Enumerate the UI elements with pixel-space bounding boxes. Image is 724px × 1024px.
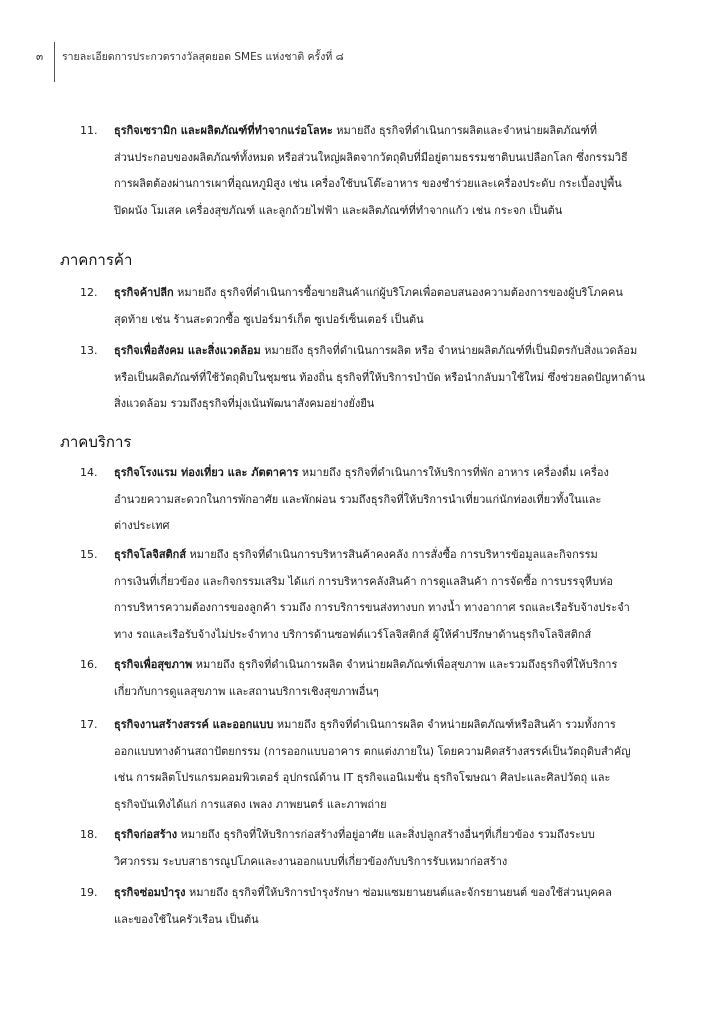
- item-text: หมายถึง ธุรกิจที่ให้บริการบำรุงรักษา ซ่อมแซมยานยนต์และจักรยานยนต์ ของใช้ส่วนบุคคล: [185, 886, 612, 899]
- item-text: สุดท้าย เช่น ร้านสะดวกซื้อ ซูเปอร์มาร์เก็ต ซูเปอร์เซ็นเตอร์ เป็นต้น: [114, 312, 424, 326]
- item-text: วิศวกรรม ระบบสาธารณูปโภคและงานออกแบบที่เกี่ยวข้องกับบริการรับเหมาก่อสร้าง: [114, 854, 508, 868]
- list-item-16: [80, 652, 680, 705]
- list-item-14: [80, 460, 680, 540]
- item-number: 19.: [80, 886, 98, 899]
- page-header: [36, 48, 344, 65]
- item-number: 12.: [80, 286, 98, 299]
- header-divider: [54, 42, 55, 82]
- item-heading: ธุรกิจเซรามิก และผลิตภัณฑ์ที่ทำจากแร่อโลหะ: [114, 124, 333, 137]
- item-text: ต่างประเทศ: [114, 519, 170, 532]
- list-item-13: [80, 338, 680, 418]
- item-text: การผลิตต้องผ่านการเผาที่อุณหภูมิสูง เช่น เครื่องใช้บนโต๊ะอาหาร ของชำร่วยและเครื่องประดับ กระเบื้องปูพื้น: [114, 177, 622, 190]
- item-text: หรือเป็นผลิตภัณฑ์ที่ใช้วัตถุดิบในชุมชน ท้องถิ่น ธุรกิจที่ให้บริการบำบัด หรือนำกลับมาใช้ใหม่ ซึ่งช่วยลดปัญหาด้าน: [114, 370, 646, 384]
- section-heading-service: ภาคบริการ: [60, 433, 132, 451]
- list-item-18: [80, 822, 680, 875]
- item-heading: ธุรกิจงานสร้างสรรค์ และออกแบบ: [114, 718, 274, 731]
- item-text: การเงินที่เกี่ยวข้อง และกิจกรรมเสริม ได้แก่ การบริหารคลังสินค้า การดูแลสินค้า การจัดซื้อ การบรรจุหีบห่อ: [114, 574, 613, 588]
- list-item-15: [80, 542, 680, 648]
- item-text: เช่น การผลิตโปรแกรมคอมพิวเตอร์ อุปกรณ์ด้าน IT ธุรกิจแอนิเมชั่น ธุรกิจโฆษณา ศิลปะและศิลปวัตถุ และ: [114, 771, 611, 784]
- item-number: 15.: [80, 548, 98, 561]
- item-text: หมายถึง ธุรกิจที่ดำเนินการผลิต หรือ จำหน่ายผลิตภัณฑ์ที่เป็นมิตรกับสิ่งแวดล้อม: [260, 344, 638, 357]
- page-number: ๓: [36, 51, 44, 63]
- item-text: เกี่ยวกับการดูแลสุขภาพ และสถานบริการเชิงสุขภาพอื่นๆ: [114, 684, 379, 698]
- document-title: รายละเอียดการประกวดรางวัลสุดยอด SMEs แห่งชาติ ครั้งที่ ๘: [62, 51, 344, 63]
- item-text: หมายถึง ธุรกิจที่ดำเนินการผลิตและจำหน่ายผลิตภัณฑ์ที่: [332, 124, 598, 137]
- item-text: ทาง รถและเรือรับจ้างไม่ประจำทาง บริการด้านซอฟต์แวร์โลจิสติกส์ ผู้ให้คำปรึกษาด้านธุรกิจโลจิสติกส์: [114, 627, 592, 641]
- item-text: หมายถึง ธุรกิจที่ให้บริการก่อสร้างที่อยู่อาศัย และสิ่งปลูกสร้างอื่นๆที่เกี่ยวข้อง รวมถึงระบบ: [177, 828, 595, 841]
- item-text: หมายถึง ธุรกิจที่ดำเนินการให้บริการที่พัก อาหาร เครื่องดื่ม เครื่อง: [298, 466, 609, 479]
- item-heading: ธุรกิจค้าปลีก: [114, 286, 174, 299]
- item-heading: ธุรกิจโรงแรม ท่องเที่ยว และ ภัตตาคาร: [114, 466, 299, 479]
- item-text: อำนวยความสะดวกในการพักอาศัย และพักผ่อน รวมถึงธุรกิจที่ให้บริการนำเที่ยวแก่นักท่องเที่ยวทั้งในและ: [114, 492, 602, 506]
- item-number: 13.: [80, 344, 98, 357]
- item-text: สิ่งแวดล้อม รวมถึงธุรกิจที่มุ่งเน้นพัฒนาสังคมอย่างยั่งยืน: [114, 397, 375, 410]
- item-heading: ธุรกิจเพื่อสุขภาพ: [114, 658, 193, 671]
- section-heading-trade: ภาคการค้า: [60, 251, 133, 269]
- item-heading: ธุรกิจเพื่อสังคม และสิ่งแวดล้อม: [114, 344, 261, 357]
- list-item-19: [80, 880, 680, 933]
- item-text: และของใช้ในครัวเรือน เป็นต้น: [114, 912, 259, 926]
- item-text: หมายถึง ธุรกิจที่ดำเนินการผลิต จำหน่ายผลิตภัณฑ์หรือสินค้า รวมทั้งการ: [273, 718, 616, 731]
- item-number: 11.: [80, 124, 98, 137]
- item-text: การบริหารความต้องการของลูกค้า รวมถึง การบริการขนส่งทางบก ทางน้ำ ทางอากาศ รถและเรือรับจ้างประจำ: [114, 601, 630, 614]
- item-text: หมายถึง ธุรกิจที่ดำเนินการบริหารสินค้าคงคลัง การสั่งซื้อ การบริหารข้อมูลและกิจกรรม: [186, 548, 598, 561]
- item-number: 16.: [80, 658, 98, 671]
- item-number: 14.: [80, 466, 98, 479]
- item-heading: ธุรกิจก่อสร้าง: [114, 828, 178, 841]
- item-text: ปิดผนัง โมเสค เครื่องสุขภัณฑ์ และลูกถ้วยไฟฟ้า และผลิตภัณฑ์ที่ทำจากแก้ว เช่น กระจก เป็นต้น: [114, 203, 563, 217]
- item-number: 18.: [80, 828, 98, 841]
- item-heading: ธุรกิจซ่อมบำรุง: [114, 886, 186, 899]
- item-text: ธุรกิจบันเทิงได้แก่ การแสดง เพลง ภาพยนตร์ และภาพถ่าย: [114, 797, 387, 811]
- item-text: หมายถึง ธุรกิจที่ดำเนินการซื้อขายสินค้าแก่ผู้บริโภคเพื่อตอบสนองความต้องการของผู้บริโภคคน: [173, 286, 623, 299]
- list-item-17: [80, 712, 680, 818]
- item-number: 17.: [80, 718, 98, 731]
- item-text: หมายถึง ธุรกิจที่ดำเนินการผลิต จำหน่ายผลิตภัณฑ์เพื่อสุขภาพ และรวมถึงธุรกิจที่ให้บริการ: [192, 658, 618, 671]
- item-text: ออกแบบทางด้านสถาปัตยกรรม (การออกแบบอาคาร ตกแต่งภายใน) โดยความคิดสร้างสรรค์เป็นวัตถุดิบสำคัญ: [114, 744, 631, 758]
- item-heading: ธุรกิจโลจิสติกส์: [114, 548, 187, 561]
- list-item-12: [80, 280, 680, 333]
- item-text: ส่วนประกอบของผลิตภัณฑ์ทั้งหมด หรือส่วนใหญ่ผลิตจากวัตถุดิบที่มีอยู่ตามธรรมชาติบนเปลือกโลก ซึ่งกรรมวิธี: [114, 150, 628, 164]
- list-item-11: [80, 118, 680, 224]
